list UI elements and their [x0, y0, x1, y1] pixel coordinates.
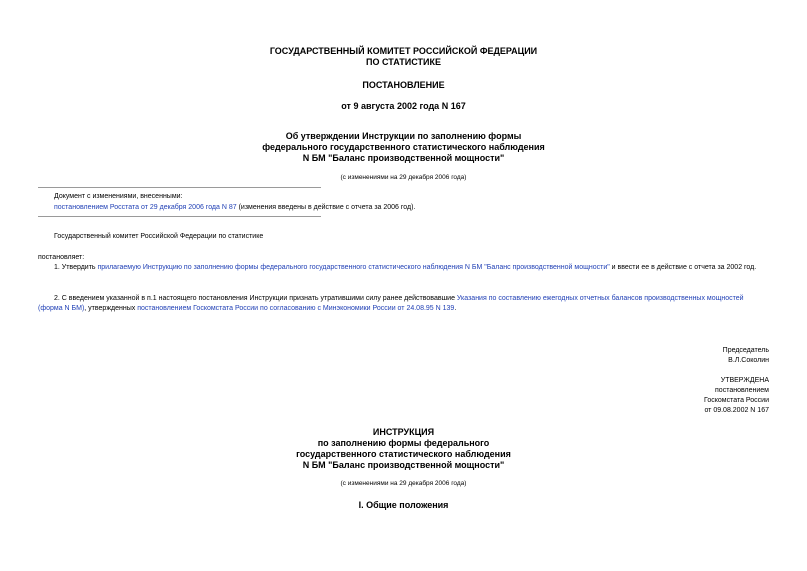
p2-end: . — [454, 305, 457, 312]
issuer-text: Государственный комитет Российской Федерации по статистике — [54, 233, 264, 240]
amendments-intro: Документ с изменениями, внесенными: — [54, 193, 183, 200]
p1-start: 1. Утвердить — [54, 264, 98, 271]
p2-decree-link[interactable]: постановлением Госкомстата России по согласованию с Минэкономики России от 24.08.95 N 139 — [137, 305, 455, 312]
instruction-line4: N БМ "Баланс производственной мощности" — [302, 460, 505, 470]
amendment-link[interactable]: постановлением Росстата от 29 декабря 2006 года N 87 — [54, 204, 237, 211]
approval-line2: постановлением — [715, 387, 769, 394]
p2-mid: , утвержденных — [84, 305, 138, 312]
amendment-after-link: (изменения введены в действие с отчета за 2006 год). — [236, 204, 416, 211]
signature-role: Председатель — [722, 347, 769, 354]
decrees-text: постановляет: — [38, 254, 85, 261]
approval-line3: Госкомстата России — [704, 397, 769, 404]
section-heading: I. Общие положения — [358, 500, 449, 510]
approval-line4: от 09.08.2002 N 167 — [704, 407, 769, 414]
p1-end: и ввести ее в действие с отчета за 2002 год. — [609, 264, 757, 271]
amendments-line — [54, 203, 654, 213]
instruction-line2: по заполнению формы федерального — [317, 438, 490, 448]
p2-directives-link[interactable]: Указания по составлению ежегодных отчетных балансов производственных мощностей (форма N БМ) — [38, 295, 744, 312]
title-line1: Об утверждении Инструкции по заполнению формы — [285, 131, 522, 141]
amendments-top-rule — [38, 187, 321, 188]
header-line1: ГОСУДАРСТВЕННЫЙ КОМИТЕТ РОССИЙСКОЙ ФЕДЕРАЦИИ — [269, 46, 538, 56]
title-line3: N БМ "Баланс производственной мощности" — [302, 153, 505, 163]
amendments-bottom-rule — [38, 216, 321, 217]
paragraph-2 — [38, 294, 769, 314]
header-line2: ПО СТАТИСТИКЕ — [366, 57, 441, 67]
instruction-changes-note: (с изменениями на 29 декабря 2006 года) — [340, 480, 467, 487]
approval-line1: УТВЕРЖДЕНА — [720, 377, 769, 384]
p2-start: 2. С введением указанной в п.1 настоящего постановления Инструкции признать утратившими силу ранее действовавшие — [54, 295, 457, 302]
paragraph-1 — [38, 263, 769, 273]
doc-date-number: от 9 августа 2002 года N 167 — [341, 101, 466, 111]
instruction-line1: ИНСТРУКЦИЯ — [372, 427, 435, 437]
title-line2: федерального государственного статистического наблюдения — [262, 142, 545, 152]
instruction-line3: государственного статистического наблюдения — [296, 449, 511, 459]
doc-type: ПОСТАНОВЛЕНИЕ — [362, 80, 445, 90]
signature-name: В.Л.Соколин — [728, 357, 769, 364]
p1-instruction-link[interactable]: прилагаемую Инструкцию по заполнению формы федерального государственного статистического наблюдения N БМ "Баланс производственной мощности" — [97, 264, 610, 271]
changes-note: (с изменениями на 29 декабря 2006 года) — [340, 174, 467, 181]
